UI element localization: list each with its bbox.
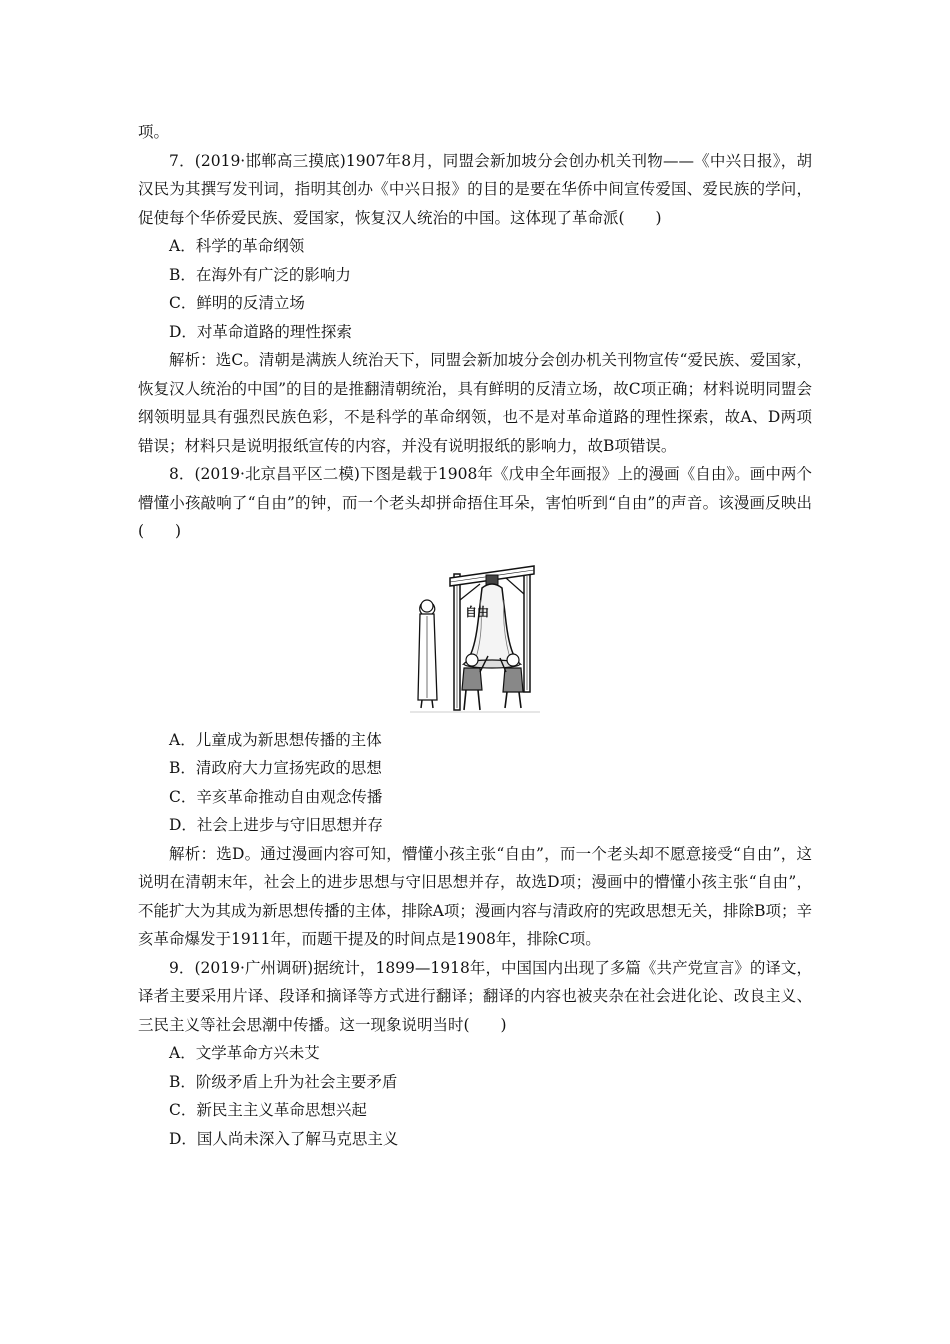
- question-8-option-c: C．辛亥革命推动自由观念传播: [169, 787, 383, 806]
- question-8-option-d: D．社会上进步与守旧思想并存: [169, 816, 383, 834]
- question-7-option-c: C．鲜明的反清立场: [169, 294, 305, 312]
- previous-answer-fragment: 项。: [138, 123, 170, 141]
- question-9-option-a: A．文学革命方兴未艾: [169, 1044, 320, 1062]
- question-7-stem: 7．(2019·邯郸高三摸底)1907年8月，同盟会新加坡分会创办机关刊物——《中兴日报》，胡汉民为其撰写发刊词，指明其创办《中兴日报》的目的是要在华侨中间宣传爱国、爱民族的学问，促使每个华侨爱民族、爱国家，恢复汉人统治的中国。这体现了革命派( ): [138, 151, 812, 227]
- question-8-analysis: 解析：选D。通过漫画内容可知，懵懂小孩主张“自由”，而一个老头却不愿意接受“自由”，这说明在清朝末年，社会上的进步思想与守旧思想并存，故选D项；漫画中的懵懂小孩主张“自由”，不能扩大为其成为新思想传播的主体，排除A项；漫画内容与清政府的宪政思想无关，排除B项；辛亥革命爆发于1911年，而题干提及的时间点是1908年，排除C项。: [138, 844, 812, 948]
- question-7-option-d: D．对革命道路的理性探索: [169, 322, 352, 341]
- question-9-option-b: B．阶级矛盾上升为社会主要矛盾: [169, 1072, 398, 1091]
- question-8-option-b: B．清政府大力宣扬宪政的思想: [169, 759, 382, 777]
- question-7-analysis: 解析：选C。清朝是满族人统治天下，同盟会新加坡分会创办机关刊物宣传“爱民族、爱国家，恢复汉人统治的中国”的目的是推翻清朝统治，具有鲜明的反清立场，故C项正确；材料说明同盟会纲领明显具有强烈民族色彩，不是科学的革命纲领，也不是对革命道路的理性探索，故A、D两项错误；材料只是说明报纸宣传的内容，并没有说明报纸的影响力，故B项错误。: [138, 351, 812, 455]
- cartoon-illustration: [410, 560, 540, 720]
- question-8-option-a: A．儿童成为新思想传播的主体: [169, 730, 382, 749]
- question-8-stem: 8．(2019·北京昌平区二模)下图是载于1908年《戊申全年画报》上的漫画《自由》。画中两个懵懂小孩敲响了“自由”的钟，而一个老头却拼命捂住耳朵，害怕听到“自由”的声音。该漫画反映出( ): [138, 465, 812, 540]
- question-9-stem: 9．(2019·广州调研)据统计，1899—1918年，中国国内出现了多篇《共产党宣言》的译文，译者主要采用片译、段译和摘译等方式进行翻译；翻译的内容也被夹杂在社会进化论、改良主义、三民主义等社会思潮中传播。这一现象说明当时( ): [138, 958, 812, 1034]
- question-9-option-c: C．新民主主义革命思想兴起: [169, 1101, 367, 1119]
- cartoon-freedom-bell-figure: [410, 560, 540, 720]
- question-7-option-b: B．在海外有广泛的影响力: [169, 265, 351, 284]
- bell-label: 自由: [465, 604, 490, 619]
- question-7-option-a: A．科学的革命纲领: [169, 237, 305, 255]
- question-9-option-d: D．国人尚未深入了解马克思主义: [169, 1129, 399, 1148]
